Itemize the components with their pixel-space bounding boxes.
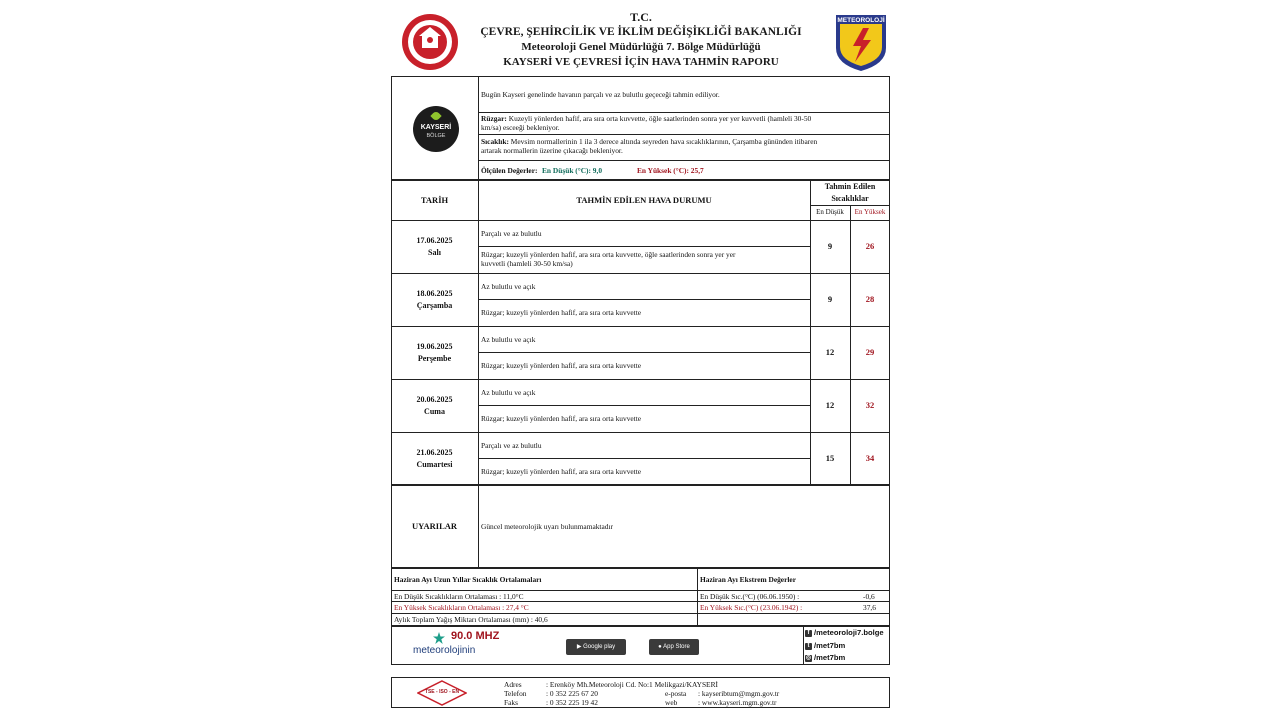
climate-left-title: Haziran Ayı Uzun Yıllar Sıcaklık Ortalamaları [394,575,542,584]
row2-day: Çarşamba [416,301,453,310]
instagram-handle: /met7bm [814,653,846,662]
contact-address: : Erenköy Mh.Meteoroloji Cd. No:1 Melikgazi/KAYSERİ [546,680,718,689]
star-icon [433,631,445,643]
contact-phone-label: Telefon [504,689,527,698]
col-max-header: En Yüksek [854,208,886,216]
google-play-label: Google play [583,644,616,650]
report-header [391,8,890,74]
instagram-icon: ◎ [805,654,812,661]
row4-sky: Az bulutlu ve açık [481,388,536,397]
row2-date: 18.06.2025 [416,289,453,298]
badge-line1: KAYSERİ [420,124,452,131]
meteoroloji-logo-text: METEOROLOJİ [837,17,885,24]
row2-min: 9 [827,294,833,304]
col-temps-header-1: Tahmin Edilen [824,182,876,191]
row1-wind: Rüzgar; kuzeyli yönlerden hafif, ara sıra orta kuvvette, öğle saatlerinden sonra yer yer [481,250,736,259]
row5-day: Cumartesi [416,460,453,469]
contact-email-label: e-posta [665,689,687,698]
row2-wind: Rüzgar; kuzeyli yönlerden hafif, ara sıra orta kuvvette [481,308,642,317]
row4-day: Cuma [424,407,445,416]
temp-label: Sıcaklık: [481,137,509,146]
measured-label: Ölçülen Değerler: [481,166,538,175]
row1-wind-2: kuvvetli (hamleli 30-50 km/sa) [481,259,573,268]
row5-max: 34 [865,453,875,463]
row3-date: 19.06.2025 [416,342,453,351]
badge-line2: BÖLGE [426,133,446,139]
row3-sky: Az bulutlu ve açık [481,335,536,344]
contact-email[interactable]: : kayseribtum@mgm.gov.tr [698,689,780,698]
contact-phone: : 0 352 225 67 20 [546,689,598,698]
radio-frequency: 90.0 MHZ [451,630,500,642]
summary-wind-2: km/sa) esceeği bekleniyor. [481,123,560,132]
row2-sky: Az bulutlu ve açık [481,282,536,291]
col-weather-header: TAHMİN EDİLEN HAVA DURUMU [576,195,712,205]
row3-wind: Rüzgar; kuzeyli yönlerden hafif, ara sıra orta kuvvette [481,361,642,370]
wind-label: Rüzgar: [481,114,507,123]
climate-right-title: Haziran Ayı Ekstrem Değerler [700,575,796,584]
contact-address-label: Adres [504,680,522,689]
facebook-link[interactable] [805,628,884,637]
summary-wind [481,114,886,123]
facebook-handle: /meteoroloji7.bolge [814,628,884,637]
row5-min: 15 [825,453,835,463]
contact-web-label: web [665,698,678,707]
temp-text: Mevsim normallerinin 1 ila 3 derece altında seyreden hava sıcaklıklarının, Çarşamba gününden itibaren [510,137,818,146]
row1-day: Salı [428,248,441,257]
climate-avg-max: En Yüksek Sıcaklıkların Ortalaması : 27,4 °C [394,603,529,612]
row1-min: 9 [827,241,833,251]
header-tc: T.C. [630,10,652,24]
google-play-button[interactable] [566,639,626,655]
summary-temp-2: artarak normallerin üzerine çıkacağı bekleniyor. [481,146,623,155]
tse-cert-text: TSE - ISO - EN [424,689,460,695]
climate-ext-min-label: En Düşük Sıc.(°C) (06.06.1950) : [700,592,800,601]
warnings-label: UYARILAR [411,521,458,531]
warnings-text: Güncel meteorolojik uyarı bulunmamaktadır [481,522,613,531]
climate-avg-min: En Düşük Sıcaklıkların Ortalaması : 11,0°C [394,592,524,601]
col-min-header: En Düşük [816,208,844,216]
contact-fax-label: Faks [504,698,518,707]
header-ministry: ÇEVRE, ŞEHİRCİLİK VE İKLİM DEĞİŞİKLİĞİ BAKANLIĞI [480,26,802,38]
forecast-table [391,180,890,485]
climate-ext-min-value: -0,6 [863,592,875,601]
forecast-document [391,0,890,720]
measured-min: En Düşük (°C): 9,0 [542,166,603,175]
row4-max: 32 [865,400,875,410]
climate-ext-max-value: 37,6 [863,603,876,612]
instagram-link[interactable] [805,653,845,662]
twitter-link[interactable] [805,641,845,650]
kayseri-region-badge [413,106,459,152]
app-store-button[interactable] [649,639,699,655]
header-report-title: KAYSERİ VE ÇEVRESİ İÇİN HAVA TAHMİN RAPORU [503,56,779,68]
measured-max: En Yüksek (°C): 25,7 [637,166,704,175]
radio-brand: meteorolojinin [413,645,476,656]
row5-date: 21.06.2025 [416,448,453,457]
meteoroloji-logo [833,12,889,72]
climate-avg-rain: Aylık Toplam Yağış Miktarı Ortalaması (mm) : 40,6 [394,615,548,624]
row3-min: 12 [825,347,835,357]
row4-date: 20.06.2025 [416,395,453,404]
row4-wind: Rüzgar; kuzeyli yönlerden hafif, ara sıra orta kuvvette [481,414,642,423]
row2-max: 28 [865,294,875,304]
play-icon: ▶ [576,644,584,650]
row3-max: 29 [865,347,875,357]
twitter-handle: /met7bm [814,641,846,650]
row5-sky: Parçalı ve az bulutlu [481,441,542,450]
summary-temp [481,137,886,146]
col-date-header: TARİH [420,195,449,205]
row1-max: 26 [865,241,875,251]
contact-fax: : 0 352 225 19 42 [546,698,598,707]
row1-date: 17.06.2025 [416,236,453,245]
row1-sky: Parçalı ve az bulutlu [481,229,542,238]
row3-day: Perşembe [417,354,452,363]
tse-cert-logo [417,680,467,706]
col-temps-header-2: Sıcaklıklar [831,194,869,203]
app-store-label: App Store [663,644,690,650]
wind-text: Kuzeyli yönlerden hafif, ara sıra orta kuvvette, öğle saatlerinden sonra yer yer kuvvetli (hamleli 30-50 [508,114,812,123]
summary-general: Bugün Kayseri genelinde havanın parçalı ve az bulutlu geçeceği tahmin ediliyor. [481,90,720,99]
twitter-icon: t [805,643,812,650]
contact-web[interactable]: : www.kayseri.mgm.gov.tr [698,698,777,707]
row4-min: 12 [825,400,835,410]
header-directorate: Meteoroloji Genel Müdürlüğü 7. Bölge Müdürlüğü [521,41,761,53]
facebook-icon: f [805,630,812,637]
climate-ext-max-label: En Yüksek Sıc.(°C) (23.06.1942) : [700,603,803,612]
row5-wind: Rüzgar; kuzeyli yönlerden hafif, ara sıra orta kuvvette [481,467,642,476]
apple-icon: ● [658,644,664,650]
